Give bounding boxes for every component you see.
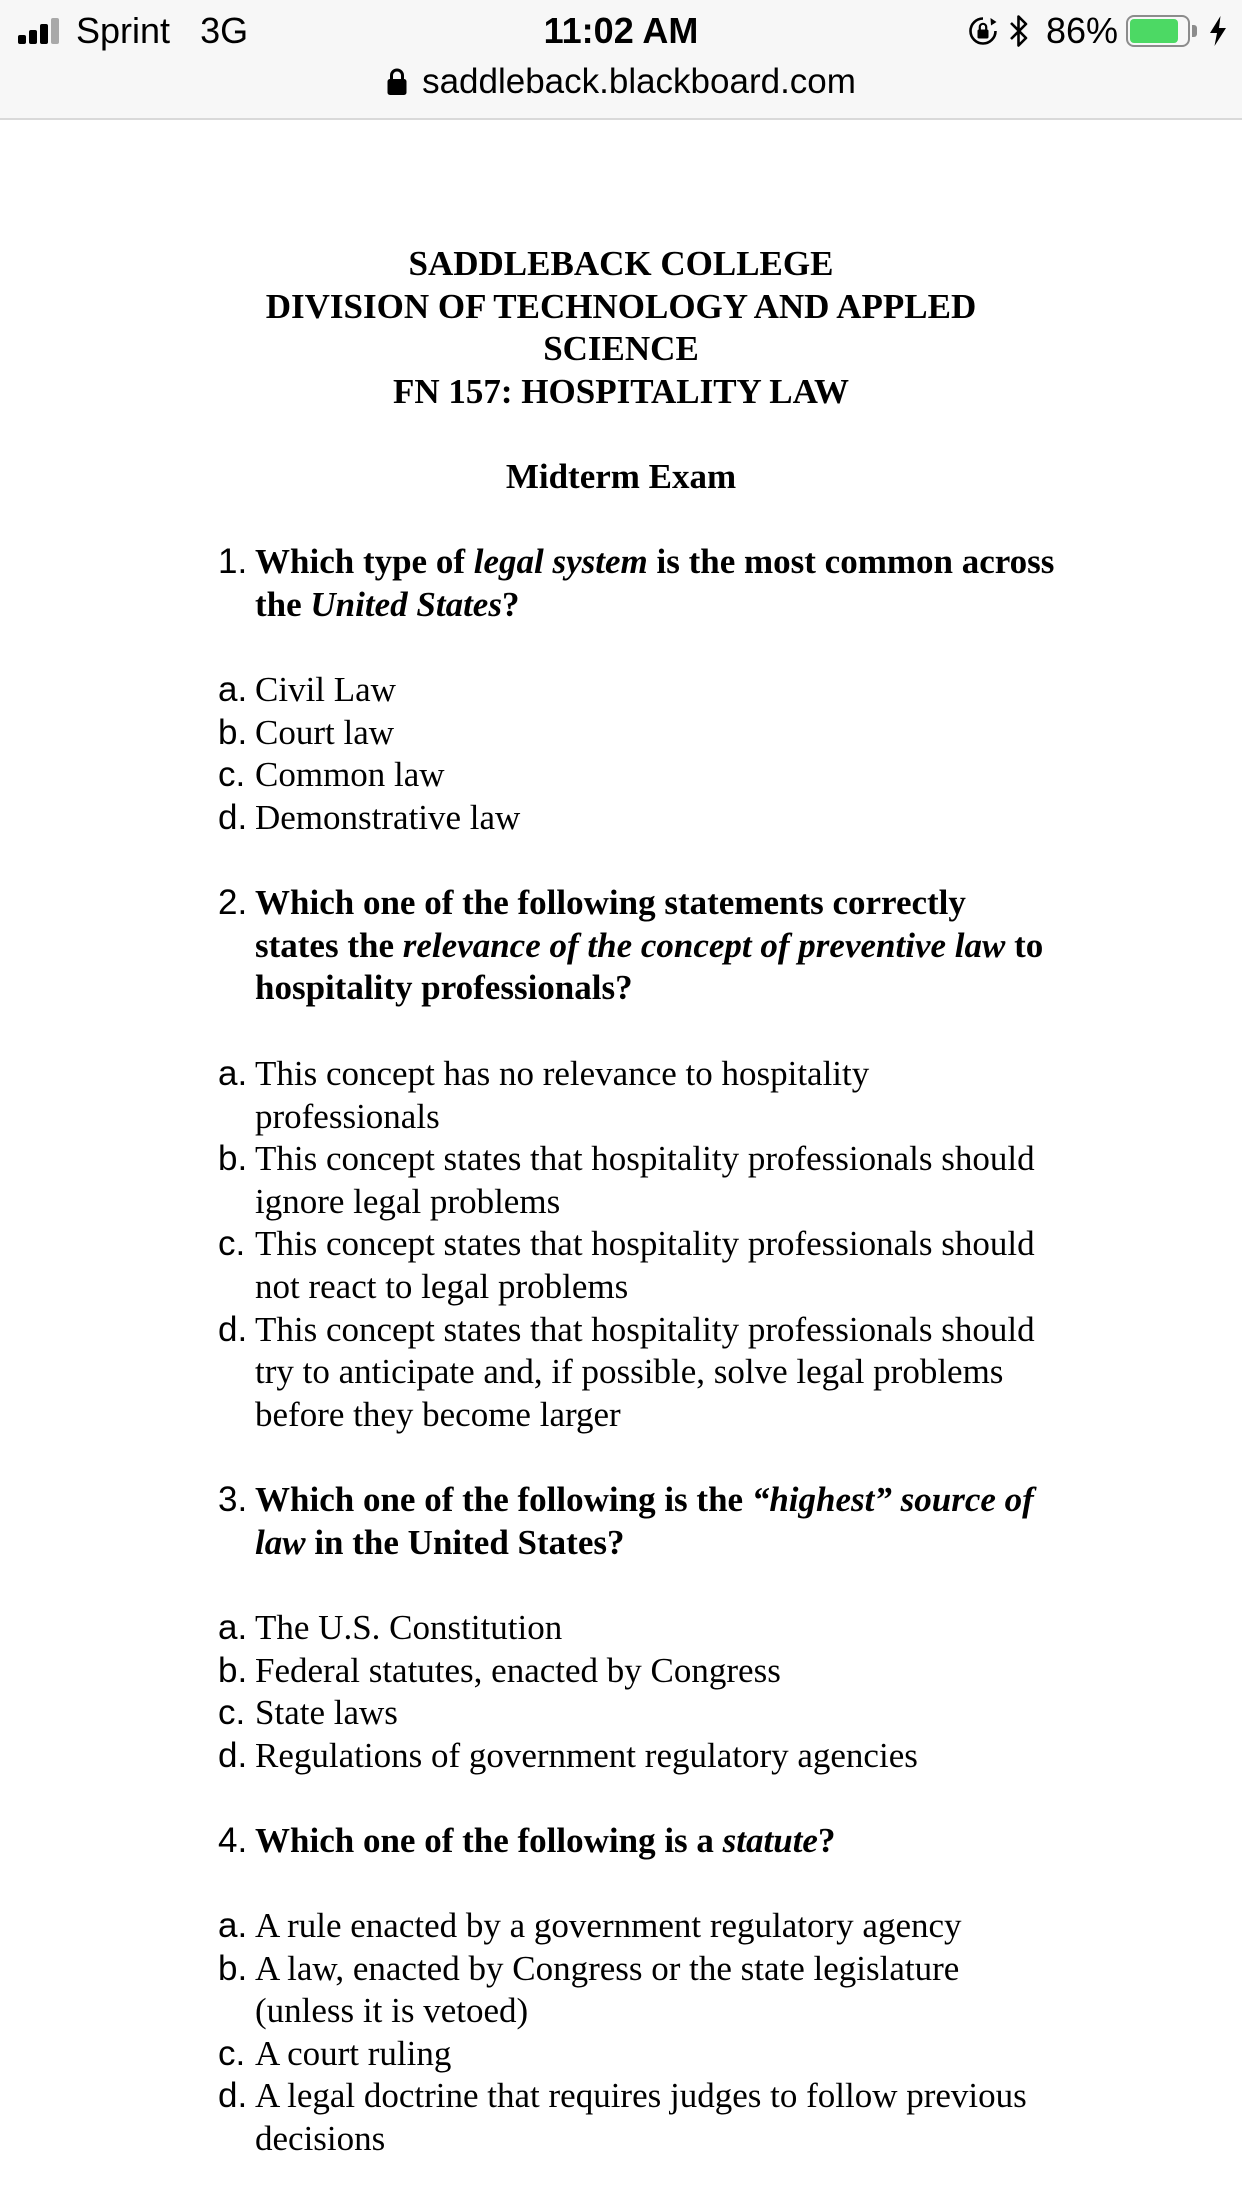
question-1-options — [218, 669, 1058, 839]
option-text: Common law — [255, 755, 445, 795]
option-text: A legal doctrine that requires judges to follow previous decisions — [255, 2076, 1027, 2158]
option-letter: c. — [218, 755, 246, 795]
orientation-lock-icon — [968, 16, 998, 46]
answer-option — [218, 1053, 1058, 1138]
question-2 — [218, 882, 1058, 1010]
option-letter: a. — [218, 1054, 248, 1093]
answer-option — [218, 1650, 1058, 1693]
battery-percent: 86% — [1045, 10, 1118, 51]
question-4 — [218, 1820, 1058, 1863]
option-letter: b. — [218, 1139, 248, 1179]
option-text: A law, enacted by Congress or the state legislature (unless it is vetoed) — [255, 1948, 960, 2031]
question-text: Which one of the following statements correctly states the relevance of the concept of preventive law to hospitality professionals? — [255, 883, 1044, 1008]
question-text: Which type of legal system is the most common across the United States? — [255, 542, 1055, 624]
option-letter: a. — [218, 1608, 248, 1647]
option-text: A court ruling — [255, 2033, 452, 2073]
option-text: This concept has no relevance to hospitality professionals — [255, 1054, 870, 1136]
question-3 — [218, 1479, 1058, 1564]
network-type: 3G — [200, 10, 249, 51]
option-text: Federal statutes, enacted by Congress — [255, 1650, 781, 1690]
option-letter: b. — [218, 712, 248, 752]
answer-option — [218, 2075, 1058, 2160]
carrier-name: Sprint — [76, 10, 171, 51]
option-letter: b. — [218, 1948, 248, 1988]
question-1 — [218, 541, 1058, 626]
option-letter: b. — [218, 1650, 248, 1690]
header-line: SCIENCE — [543, 329, 699, 369]
option-letter: d. — [218, 2076, 248, 2116]
answer-option — [218, 1692, 1058, 1735]
option-text: Regulations of government regulatory agencies — [255, 1735, 918, 1775]
answer-option — [218, 712, 1058, 755]
option-letter: c. — [218, 2033, 246, 2073]
question-3-options — [218, 1607, 1058, 1777]
answer-option — [218, 1948, 1058, 2033]
question-prompt — [218, 882, 1058, 1010]
option-text: This concept states that hospitality professionals should try to anticipate and, if possible, solve legal problems before they become larger — [255, 1309, 1035, 1434]
status-time: 11:02 AM — [543, 10, 699, 51]
charging-icon — [1208, 15, 1228, 47]
url-text[interactable]: saddleback.blackboard.com — [422, 62, 856, 101]
document-header — [0, 243, 1242, 413]
answer-option — [218, 1138, 1058, 1223]
answer-option — [218, 2033, 1058, 2076]
option-letter: d. — [218, 797, 248, 837]
question-prompt — [218, 541, 1058, 626]
header-line: SADDLEBACK COLLEGE — [408, 244, 834, 283]
option-letter: c. — [218, 1224, 246, 1264]
option-text: A rule enacted by a government regulatory agency — [255, 1906, 962, 1945]
answer-option — [218, 797, 1058, 840]
padlock-icon — [386, 68, 408, 96]
battery-icon — [1126, 15, 1198, 47]
question-text: Which one of the following is the “highest” source of law in the United States? — [255, 1480, 1034, 1562]
exam-title: Midterm Exam — [505, 457, 737, 496]
answer-option — [218, 1735, 1058, 1778]
battery-level-fill — [1130, 19, 1178, 43]
option-text: Civil Law — [255, 670, 396, 709]
question-number: 1. — [218, 542, 248, 581]
header-line: DIVISION OF TECHNOLOGY AND APPLED — [265, 286, 977, 326]
option-text: The U.S. Constitution — [255, 1608, 563, 1647]
answer-option — [218, 1309, 1058, 1437]
option-letter: d. — [218, 1735, 248, 1775]
bluetooth-icon — [1008, 14, 1030, 48]
question-number: 3. — [218, 1480, 248, 1519]
option-letter: a. — [218, 1906, 248, 1945]
question-prompt — [218, 1479, 1058, 1564]
question-text: Which one of the following is a statute? — [255, 1821, 836, 1860]
option-text: This concept states that hospitality professionals should not react to legal problems — [255, 1224, 1035, 1306]
address-bar[interactable] — [0, 58, 1242, 106]
browser-top-bar — [0, 0, 1242, 120]
question-prompt — [218, 1820, 1058, 1863]
answer-option — [218, 669, 1058, 712]
option-text: State laws — [255, 1693, 398, 1733]
status-bar — [0, 0, 1242, 62]
question-4-options — [218, 1905, 1058, 2161]
answer-option — [218, 1607, 1058, 1650]
option-text: Demonstrative law — [255, 797, 521, 837]
option-letter: d. — [218, 1309, 248, 1349]
answer-option — [218, 1223, 1058, 1308]
option-text: Court law — [255, 712, 395, 752]
option-text: This concept states that hospitality professionals should ignore legal problems — [255, 1139, 1035, 1221]
answer-option — [218, 754, 1058, 797]
question-2-options — [218, 1053, 1058, 1436]
header-line: FN 157: HOSPITALITY LAW — [392, 371, 850, 411]
option-letter: a. — [218, 670, 248, 709]
option-letter: c. — [218, 1693, 246, 1733]
question-number: 4. — [218, 1821, 248, 1860]
question-number: 2. — [218, 883, 248, 922]
answer-option — [218, 1905, 1058, 1948]
status-indicators — [968, 9, 1228, 53]
